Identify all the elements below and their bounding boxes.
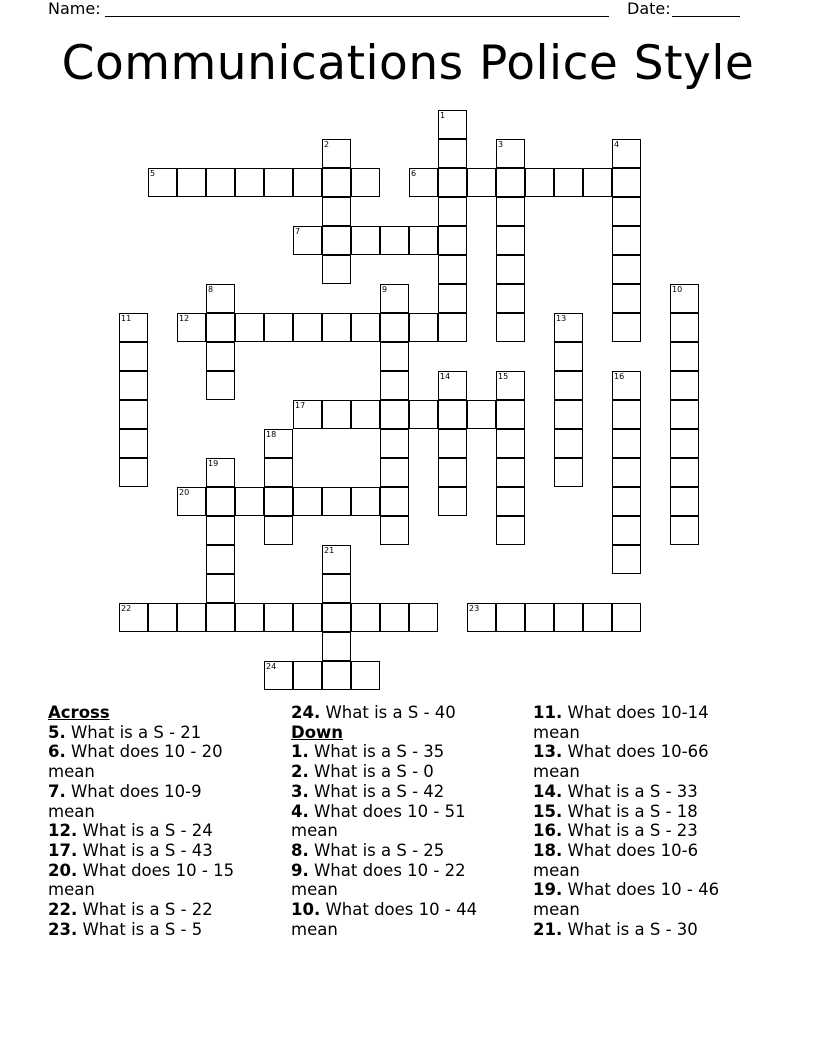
clue-text-continuation: mean	[48, 801, 95, 821]
grid-cell[interactable]	[467, 168, 496, 197]
grid-cell[interactable]	[293, 226, 322, 255]
clue-text: What is a S - 40	[320, 703, 456, 722]
clue-text: What is a S - 23	[562, 821, 698, 841]
clue-number: 6.	[48, 742, 66, 762]
clue-number: 24.	[291, 703, 321, 722]
clue-item	[48, 841, 234, 861]
grid-cell[interactable]	[670, 400, 699, 429]
clue-item	[533, 920, 719, 940]
cell-number: 10	[672, 285, 683, 294]
grid-cell[interactable]	[206, 487, 235, 516]
grid-cell[interactable]	[409, 226, 438, 255]
clue-text: What is a S - 22	[77, 900, 213, 920]
grid-cell[interactable]	[409, 313, 438, 342]
grid-cell[interactable]	[612, 313, 641, 342]
clue-text: What does 10-9	[65, 781, 202, 801]
clue-heading: Down	[291, 722, 344, 742]
clue-item	[48, 821, 234, 841]
clue-item	[533, 821, 719, 841]
clue-text: What is a S - 21	[65, 722, 202, 742]
grid-cell[interactable]	[554, 342, 583, 371]
clue-number: 2.	[291, 762, 309, 782]
grid-cell[interactable]	[322, 168, 351, 197]
clue-item	[48, 742, 234, 762]
clue-text-continuation: mean	[48, 880, 95, 900]
clue-text: What is a S - 35	[308, 742, 445, 762]
grid-cell[interactable]	[496, 458, 525, 487]
grid-cell[interactable]	[380, 516, 409, 545]
grid-cell[interactable]	[554, 429, 583, 458]
grid-cell[interactable]	[496, 603, 525, 632]
grid-cell[interactable]	[670, 371, 699, 400]
clue-number: 15.	[533, 801, 563, 821]
grid-cell[interactable]	[670, 458, 699, 487]
grid-cell[interactable]	[264, 429, 293, 458]
cell-number: 15	[498, 372, 509, 381]
grid-cell[interactable]	[438, 284, 467, 313]
grid-cell[interactable]	[322, 574, 351, 603]
clue-number: 22.	[48, 900, 78, 920]
cell-number: 24	[266, 662, 277, 671]
grid-cell[interactable]	[322, 197, 351, 226]
clue-number: 19.	[533, 880, 563, 900]
clues-column-3	[533, 703, 719, 939]
grid-cell[interactable]	[670, 313, 699, 342]
grid-cell[interactable]	[612, 255, 641, 284]
clue-number: 7.	[48, 781, 66, 801]
grid-cell[interactable]	[612, 284, 641, 313]
grid-cell[interactable]	[322, 487, 351, 516]
grid-cell[interactable]	[293, 487, 322, 516]
clue-number: 5.	[48, 722, 66, 742]
grid-cell[interactable]	[206, 458, 235, 487]
grid-cell[interactable]	[496, 516, 525, 545]
grid-cell[interactable]	[293, 168, 322, 197]
grid-cell[interactable]	[409, 168, 438, 197]
cell-number: 6	[411, 169, 417, 178]
grid-cell[interactable]	[438, 139, 467, 168]
grid-cell[interactable]	[496, 168, 525, 197]
grid-cell[interactable]	[380, 603, 409, 632]
clue-number: 18.	[533, 840, 563, 860]
grid-cell[interactable]	[293, 603, 322, 632]
grid-cell[interactable]	[380, 429, 409, 458]
grid-cell[interactable]	[612, 400, 641, 429]
grid-cell[interactable]	[380, 458, 409, 487]
clue-text: What is a S - 24	[77, 821, 213, 841]
clue-item	[48, 782, 234, 802]
clue-number: 14.	[533, 781, 563, 801]
grid-cell[interactable]	[293, 313, 322, 342]
grid-cell[interactable]	[264, 603, 293, 632]
cell-number: 21	[324, 546, 335, 555]
clue-number: 17.	[48, 840, 78, 860]
grid-cell[interactable]	[235, 313, 264, 342]
cell-number: 14	[440, 372, 451, 381]
clue-item	[48, 723, 234, 743]
cell-number: 16	[614, 372, 625, 381]
grid-cell[interactable]	[351, 168, 380, 197]
grid-cell[interactable]	[351, 313, 380, 342]
grid-cell[interactable]	[264, 313, 293, 342]
grid-cell[interactable]	[670, 429, 699, 458]
clue-item	[48, 920, 234, 940]
grid-cell[interactable]	[496, 284, 525, 313]
grid-cell[interactable]	[206, 516, 235, 545]
clue-item	[533, 802, 719, 822]
clue-text-continuation: mean	[533, 762, 580, 782]
name-label: Name:	[48, 0, 101, 18]
cell-number: 4	[614, 140, 620, 149]
clue-number: 21.	[533, 919, 563, 939]
clue-text-continuation: mean	[291, 821, 338, 841]
cell-number: 12	[179, 314, 190, 323]
clue-text: What is a S - 42	[308, 781, 445, 801]
grid-cell[interactable]	[351, 661, 380, 690]
clue-text-continuation: mean	[533, 722, 580, 742]
grid-cell[interactable]	[554, 313, 583, 342]
clue-text: What does 10 - 20	[65, 742, 223, 762]
grid-cell[interactable]	[322, 226, 351, 255]
grid-cell[interactable]	[525, 603, 554, 632]
grid-cell[interactable]	[438, 313, 467, 342]
clue-number: 13.	[533, 742, 563, 762]
grid-cell[interactable]	[438, 255, 467, 284]
clue-number: 10.	[291, 900, 321, 920]
cell-number: 22	[121, 604, 132, 613]
cell-number: 8	[208, 285, 214, 294]
clue-text: What is a S - 43	[77, 840, 213, 860]
clue-text: What is a S - 5	[77, 919, 203, 939]
grid-cell[interactable]	[612, 516, 641, 545]
grid-cell[interactable]	[380, 371, 409, 400]
clue-item	[48, 861, 234, 881]
cell-number: 13	[556, 314, 567, 323]
grid-cell[interactable]	[264, 168, 293, 197]
clue-text: What does 10-14	[562, 703, 709, 722]
grid-cell[interactable]	[612, 458, 641, 487]
grid-cell[interactable]	[264, 458, 293, 487]
grid-cell[interactable]	[119, 400, 148, 429]
grid-cell[interactable]	[612, 139, 641, 168]
clue-item	[48, 900, 234, 920]
grid-cell[interactable]	[554, 603, 583, 632]
grid-cell[interactable]	[438, 110, 467, 139]
cell-number: 7	[295, 227, 301, 236]
cell-number: 23	[469, 604, 480, 613]
grid-cell[interactable]	[496, 255, 525, 284]
grid-cell[interactable]	[351, 603, 380, 632]
clue-item	[533, 782, 719, 802]
grid-cell[interactable]	[409, 400, 438, 429]
grid-cell[interactable]	[496, 139, 525, 168]
clue-text-continuation: mean	[291, 880, 338, 900]
grid-cell[interactable]	[612, 197, 641, 226]
grid-cell[interactable]	[438, 226, 467, 255]
grid-cell[interactable]	[612, 226, 641, 255]
grid-cell[interactable]	[670, 342, 699, 371]
grid-cell[interactable]	[554, 400, 583, 429]
grid-cell[interactable]	[119, 342, 148, 371]
grid-cell[interactable]	[293, 400, 322, 429]
grid-cell[interactable]	[206, 284, 235, 313]
grid-cell[interactable]	[496, 313, 525, 342]
clue-heading: Across	[48, 703, 110, 722]
clue-number: 1.	[291, 742, 309, 762]
grid-cell[interactable]	[612, 545, 641, 574]
clue-text: What does 10-6	[562, 840, 699, 860]
clue-item	[291, 703, 477, 723]
clue-text: What is a S - 18	[562, 801, 698, 821]
grid-cell[interactable]	[322, 603, 351, 632]
grid-cell[interactable]	[438, 197, 467, 226]
clue-item	[291, 782, 477, 802]
grid-cell[interactable]	[496, 226, 525, 255]
grid-cell[interactable]	[322, 139, 351, 168]
clue-item	[533, 742, 719, 762]
clue-number: 16.	[533, 821, 563, 841]
grid-cell[interactable]	[670, 516, 699, 545]
clue-number: 23.	[48, 919, 78, 939]
grid-cell[interactable]	[264, 487, 293, 516]
grid-cell[interactable]	[322, 400, 351, 429]
grid-cell[interactable]	[206, 603, 235, 632]
grid-cell[interactable]	[119, 313, 148, 342]
grid-cell[interactable]	[438, 458, 467, 487]
grid-cell[interactable]	[293, 661, 322, 690]
grid-cell[interactable]	[496, 487, 525, 516]
cell-number: 1	[440, 111, 446, 120]
cell-number: 3	[498, 140, 504, 149]
grid-cell[interactable]	[119, 603, 148, 632]
grid-cell[interactable]	[264, 516, 293, 545]
date-label: Date:	[627, 0, 671, 18]
clue-item	[291, 762, 477, 782]
grid-cell[interactable]	[467, 603, 496, 632]
grid-cell[interactable]	[380, 487, 409, 516]
grid-cell[interactable]	[351, 226, 380, 255]
clue-number: 3.	[291, 781, 309, 801]
grid-cell[interactable]	[438, 371, 467, 400]
grid-cell[interactable]	[206, 168, 235, 197]
grid-cell[interactable]	[322, 313, 351, 342]
grid-cell[interactable]	[322, 545, 351, 574]
grid-cell[interactable]	[380, 400, 409, 429]
grid-cell[interactable]	[612, 429, 641, 458]
grid-cell[interactable]	[438, 487, 467, 516]
grid-cell[interactable]	[612, 168, 641, 197]
grid-cell[interactable]	[177, 168, 206, 197]
clue-number: 12.	[48, 821, 78, 841]
grid-cell[interactable]	[583, 603, 612, 632]
clue-item	[533, 880, 719, 900]
clue-text-continuation: mean	[533, 900, 580, 920]
grid-cell[interactable]	[235, 603, 264, 632]
clue-text: What does 10 - 46	[562, 880, 720, 900]
clue-text-continuation: mean	[48, 762, 95, 782]
grid-cell[interactable]	[322, 661, 351, 690]
clue-text-continuation: mean	[533, 860, 580, 880]
grid-cell[interactable]	[467, 400, 496, 429]
grid-cell[interactable]	[380, 226, 409, 255]
cell-number: 2	[324, 140, 330, 149]
grid-cell[interactable]	[554, 371, 583, 400]
grid-cell[interactable]	[554, 458, 583, 487]
clues-column-1	[48, 703, 234, 939]
cell-number: 9	[382, 285, 388, 294]
clue-text: What does 10 - 44	[320, 900, 478, 920]
grid-cell[interactable]	[235, 487, 264, 516]
clue-item	[291, 841, 477, 861]
grid-cell[interactable]	[177, 313, 206, 342]
grid-cell[interactable]	[525, 168, 554, 197]
grid-cell[interactable]	[351, 400, 380, 429]
grid-cell[interactable]	[148, 168, 177, 197]
grid-cell[interactable]	[496, 429, 525, 458]
grid-cell[interactable]	[148, 603, 177, 632]
clue-text: What is a S - 25	[308, 840, 445, 860]
grid-cell[interactable]	[438, 429, 467, 458]
cell-number: 18	[266, 430, 277, 439]
clue-item	[291, 900, 477, 920]
grid-cell[interactable]	[206, 313, 235, 342]
clue-text: What does 10-66	[562, 742, 709, 762]
clue-number: 4.	[291, 801, 309, 821]
grid-cell[interactable]	[119, 429, 148, 458]
cell-number: 20	[179, 488, 190, 497]
cell-number: 19	[208, 459, 219, 468]
grid-cell[interactable]	[409, 603, 438, 632]
clue-text-continuation: mean	[291, 919, 338, 939]
clue-item	[291, 861, 477, 881]
grid-cell[interactable]	[496, 371, 525, 400]
grid-cell[interactable]	[119, 371, 148, 400]
clue-text: What does 10 - 22	[308, 860, 466, 880]
grid-cell[interactable]	[583, 168, 612, 197]
grid-cell[interactable]	[206, 545, 235, 574]
grid-cell[interactable]	[612, 371, 641, 400]
grid-cell[interactable]	[496, 400, 525, 429]
cell-number: 5	[150, 169, 156, 178]
clue-text: What is a S - 33	[562, 781, 698, 801]
clue-text: What is a S - 30	[562, 919, 698, 939]
cell-number: 17	[295, 401, 306, 410]
clue-number: 11.	[533, 703, 563, 722]
grid-cell[interactable]	[670, 284, 699, 313]
clue-item	[533, 841, 719, 861]
grid-cell[interactable]	[264, 661, 293, 690]
clue-item	[291, 742, 477, 762]
clues-column-2	[291, 703, 477, 939]
clue-text: What does 10 - 51	[308, 801, 466, 821]
grid-cell[interactable]	[380, 284, 409, 313]
grid-cell[interactable]	[496, 197, 525, 226]
clue-number: 8.	[291, 840, 309, 860]
cell-number: 11	[121, 314, 132, 323]
grid-cell[interactable]	[177, 603, 206, 632]
clue-text: What does 10 - 15	[77, 860, 235, 880]
grid-cell[interactable]	[322, 632, 351, 661]
grid-cell[interactable]	[206, 342, 235, 371]
grid-cell[interactable]	[554, 168, 583, 197]
clue-text: What is a S - 0	[308, 762, 434, 782]
grid-cell[interactable]	[322, 255, 351, 284]
grid-cell[interactable]	[380, 342, 409, 371]
grid-cell[interactable]	[612, 603, 641, 632]
grid-cell[interactable]	[438, 168, 467, 197]
grid-cell[interactable]	[670, 487, 699, 516]
grid-cell[interactable]	[206, 371, 235, 400]
clue-item	[291, 802, 477, 822]
clue-item	[533, 703, 719, 723]
grid-cell[interactable]	[351, 487, 380, 516]
grid-cell[interactable]	[119, 458, 148, 487]
grid-cell[interactable]	[438, 400, 467, 429]
clue-number: 9.	[291, 860, 309, 880]
grid-cell[interactable]	[380, 313, 409, 342]
grid-cell[interactable]	[235, 168, 264, 197]
grid-cell[interactable]	[612, 487, 641, 516]
grid-cell[interactable]	[177, 487, 206, 516]
clue-number: 20.	[48, 860, 78, 880]
grid-cell[interactable]	[206, 574, 235, 603]
page-title: Communications Police Style	[61, 36, 755, 91]
